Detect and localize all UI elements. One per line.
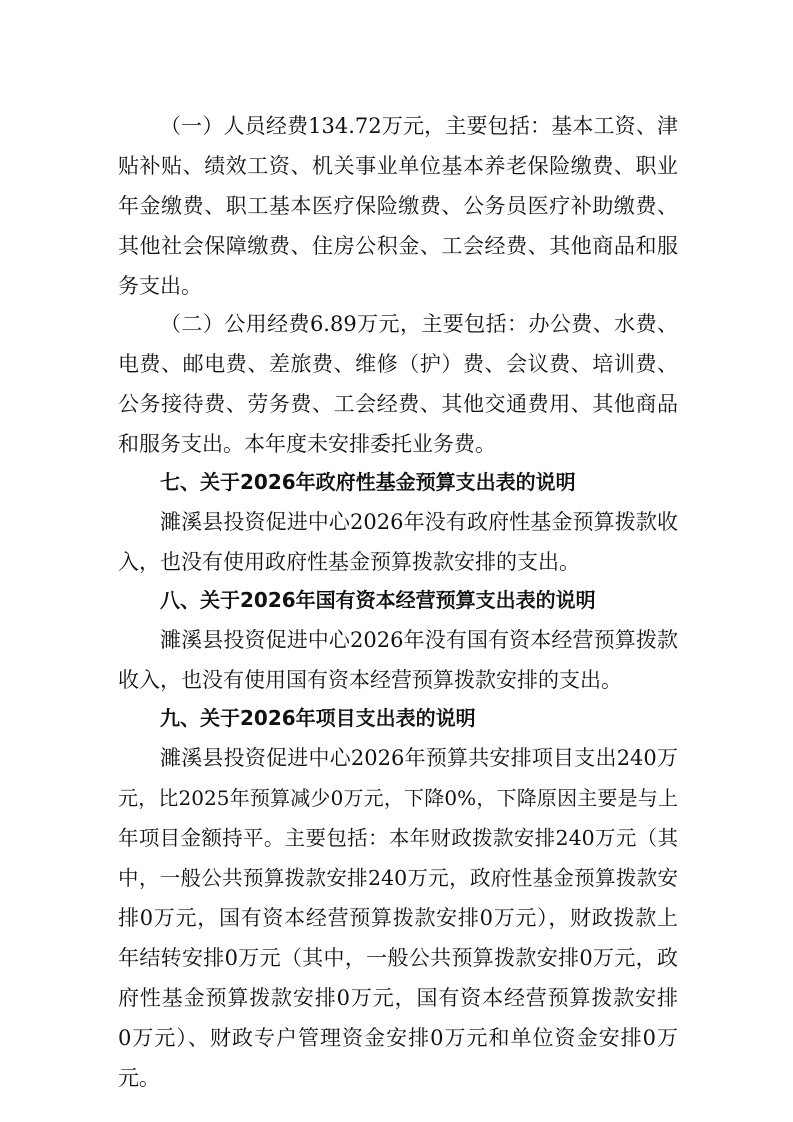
paragraph-line: 0万元）、财政专户管理资金安排0万元和单位资金安排0万 [118,1026,678,1050]
paragraph-line: 中，一般公共预算拨款安排240万元，政府性基金预算拨款安 [118,866,678,890]
paragraph-line: 公务接待费、劳务费、工会经费、其他交通费用、其他商品 [118,392,678,416]
section-heading-9: 九、关于2026年项目支出表的说明 [160,706,476,730]
paragraph-line: 府性基金预算拨款安排0万元，国有资本经营预算拨款安排 [118,986,678,1010]
paragraph-line: 其他社会保障缴费、住房公积金、工会经费、其他商品和服 [118,234,678,258]
paragraph-line: 和服务支出。本年度未安排委托业务费。 [118,432,496,456]
paragraph-line: 濉溪县投资促进中心2026年没有政府性基金预算拨款收 [160,510,678,534]
paragraph-line: 电费、邮电费、差旅费、维修（护）费、会议费、培训费、 [118,352,678,376]
paragraph-line: 年结转安排0万元（其中，一般公共预算拨款安排0万元，政 [118,946,678,970]
paragraph-line: 收入，也没有使用国有资本经营预算拨款安排的支出。 [118,668,622,692]
section-heading-8: 八、关于2026年国有资本经营预算支出表的说明 [160,588,596,612]
paragraph-line: 濉溪县投资促进中心2026年没有国有资本经营预算拨款 [160,628,678,652]
paragraph-line: 年项目金额持平。主要包括：本年财政拨款安排240万元（其 [118,826,678,850]
paragraph-line: （二）公用经费6.89万元，主要包括：办公费、水费、 [160,312,678,336]
paragraph-line: 务支出。 [118,274,202,298]
paragraph-line: 入，也没有使用政府性基金预算拨款安排的支出。 [118,550,580,574]
paragraph-line: 年金缴费、职工基本医疗保险缴费、公务员医疗补助缴费、 [118,194,678,218]
paragraph-line: 排0万元，国有资本经营预算拨款安排0万元），财政拨款上 [118,906,678,930]
paragraph-line: 元，比2025年预算减少0万元，下降0%，下降原因主要是与上 [118,786,678,810]
section-heading-7: 七、关于2026年政府性基金预算支出表的说明 [160,470,576,494]
paragraph-line: （一）人员经费134.72万元，主要包括：基本工资、津 [160,114,678,138]
paragraph-line: 元。 [118,1066,160,1090]
paragraph-line: 濉溪县投资促进中心2026年预算共安排项目支出240万 [160,746,678,770]
paragraph-line: 贴补贴、绩效工资、机关事业单位基本养老保险缴费、职业 [118,154,678,178]
